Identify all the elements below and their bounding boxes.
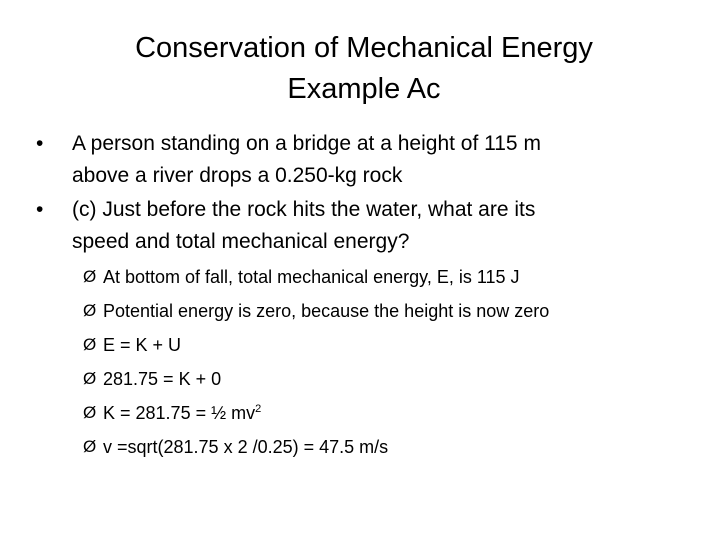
- sub-bullet-item: [83, 328, 683, 362]
- sub-bullet-list: [83, 260, 683, 464]
- bullet-text-line: above a river drops a 0.250-kg rock: [72, 164, 403, 187]
- bullet-list: [36, 128, 676, 260]
- sub-bullet-text: K = 281.75 = ½ mv: [103, 403, 256, 423]
- sub-bullet-text: Potential energy is zero, because the height is now zero: [103, 301, 550, 321]
- slide-title: [0, 28, 720, 110]
- sub-bullet-text: v =sqrt(281.75 x 2 /0.25) = 47.5 m/s: [103, 437, 389, 457]
- arrow-icon: Ø: [83, 369, 97, 388]
- sub-bullet-item: [83, 362, 683, 396]
- sub-bullet-item: [83, 260, 683, 294]
- arrow-icon: Ø: [83, 301, 97, 320]
- bullet-text-line: speed and total mechanical energy?: [72, 230, 410, 253]
- sub-bullet-text: 281.75 = K + 0: [103, 369, 222, 389]
- arrow-icon: Ø: [83, 335, 97, 354]
- bullet-text-line: (c) Just before the rock hits the water, what are its: [72, 198, 536, 221]
- arrow-icon: Ø: [83, 267, 97, 286]
- arrow-icon: Ø: [83, 437, 97, 456]
- bullet-item: [36, 194, 676, 258]
- arrow-icon: Ø: [83, 403, 97, 422]
- bullet-text-line: A person standing on a bridge at a height of 115 m: [72, 132, 541, 155]
- sub-bullet-item: [83, 396, 683, 430]
- bullet-dot-icon: •: [36, 132, 44, 155]
- title-line-2: Example Ac: [287, 73, 441, 105]
- bullet-item: [36, 128, 676, 192]
- sub-bullet-text: At bottom of fall, total mechanical energy, E, is 115 J: [103, 267, 520, 287]
- sub-bullet-item: [83, 294, 683, 328]
- sub-bullet-item: [83, 430, 683, 464]
- bullet-dot-icon: •: [36, 198, 44, 221]
- title-line-1: Conservation of Mechanical Energy: [135, 32, 593, 64]
- superscript: 2: [255, 403, 262, 415]
- sub-bullet-text: E = K + U: [103, 335, 182, 355]
